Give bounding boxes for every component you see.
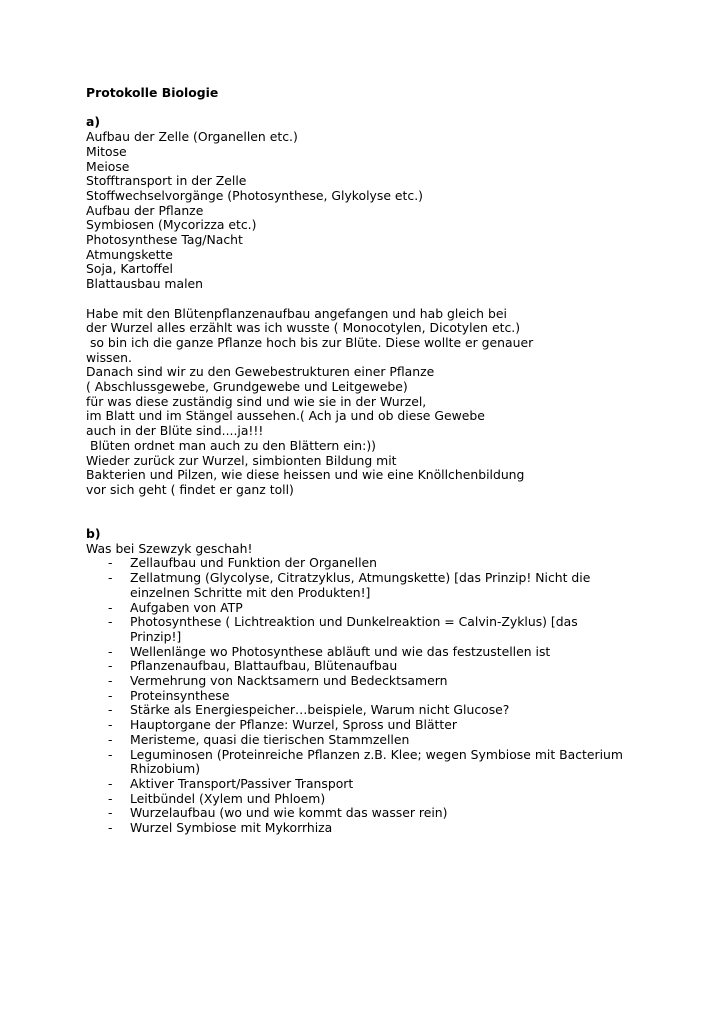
- bullet-dash: -: [108, 570, 113, 586]
- list-item-text: Aufgaben von ATP: [130, 599, 243, 615]
- narrative-line: der Wurzel alles erzählt was ich wusste ( Monocotylen, Dicotylen etc.): [86, 320, 521, 336]
- bullet-dash: -: [108, 614, 113, 630]
- list-item-text: Stärke als Energiespeicher…beispiele, Warum nicht Glucose?: [130, 702, 510, 718]
- list-item: [86, 659, 630, 674]
- list-item-text: Wellenlänge wo Photosynthese abläuft und wie das festzustellen ist: [130, 643, 551, 659]
- list-item: [86, 571, 630, 600]
- section-b-list: [86, 556, 686, 835]
- list-item-text: Leitbündel (Xylem und Phloem): [130, 790, 326, 806]
- narrative-line: wissen.: [86, 349, 132, 365]
- topic-line: Blattausbau malen: [86, 276, 203, 292]
- list-item: [86, 718, 630, 733]
- list-item-text: Vermehrung von Nacktsamern und Bedecktsamern: [130, 673, 448, 689]
- narrative-line: Blüten ordnet man auch zu den Blättern ein:)): [86, 437, 376, 453]
- bullet-dash: -: [108, 643, 113, 659]
- list-item: [86, 806, 630, 821]
- topic-line: Aufbau der Pflanze: [86, 202, 204, 218]
- topic-line: Soja, Kartoffel: [86, 261, 173, 277]
- list-item: [86, 703, 630, 718]
- list-item: [86, 645, 630, 660]
- list-item: [86, 674, 630, 689]
- bullet-dash: -: [108, 673, 113, 689]
- list-item: [86, 733, 630, 748]
- topic-line: Symbiosen (Mycorizza etc.): [86, 217, 257, 233]
- topic-line: Photosynthese Tag/Nacht: [86, 232, 243, 248]
- bullet-dash: -: [108, 599, 113, 615]
- bullet-dash: -: [108, 731, 113, 747]
- list-item: [86, 748, 630, 777]
- list-item-text: Meristeme, quasi die tierischen Stammzellen: [130, 731, 410, 747]
- bullet-dash: -: [108, 658, 113, 674]
- list-item-text: Wurzel Symbiose mit Mykorrhiza: [130, 820, 333, 836]
- topic-line: Atmungskette: [86, 246, 173, 262]
- list-item: [86, 615, 630, 644]
- topic-line: Mitose: [86, 143, 127, 159]
- topic-line: Aufbau der Zelle (Organellen etc.): [86, 129, 298, 145]
- topic-line: Stofftransport in der Zelle: [86, 173, 247, 189]
- list-item-text: Leguminosen (Proteinreiche Pflanzen z.B. Klee; wegen Symbiose mit Bacterium Rhizobium): [130, 746, 623, 777]
- narrative-line: im Blatt und im Stängel aussehen.( Ach ja und ob diese Gewebe: [86, 408, 485, 424]
- section-a-narrative: [86, 307, 686, 498]
- narrative-line: Danach sind wir zu den Gewebestrukturen einer Pflanze: [86, 364, 435, 380]
- list-item: [86, 601, 630, 616]
- topic-line: Stoffwechselvorgänge (Photosynthese, Glykolyse etc.): [86, 187, 423, 203]
- spacer: [86, 512, 686, 527]
- bullet-dash: -: [108, 687, 113, 703]
- bullet-dash: -: [108, 702, 113, 718]
- narrative-line: Wieder zurück zur Wurzel, simbionten Bildung mit: [86, 452, 397, 468]
- narrative-line: Habe mit den Blütenpflanzenaufbau angefangen und hab gleich bei: [86, 305, 507, 321]
- topic-line: Meiose: [86, 158, 130, 174]
- list-item-text: Pflanzenaufbau, Blattaufbau, Blütenaufbau: [130, 658, 398, 674]
- document-page: [86, 86, 686, 836]
- list-item-text: Aktiver Transport/Passiver Transport: [130, 775, 354, 791]
- list-item-text: Zellaufbau und Funktion der Organellen: [130, 555, 378, 571]
- narrative-line: so bin ich die ganze Pflanze hoch bis zur Blüte. Diese wollte er genauer: [86, 334, 534, 350]
- spacer: [86, 292, 686, 307]
- spacer: [86, 498, 686, 513]
- list-item-text: Zellatmung (Glycolyse, Citratzyklus, Atmungskette) [das Prinzip! Nicht die einzelnen Schritte mit den Produkten!]: [130, 570, 591, 600]
- list-item-text: Photosynthese ( Lichtreaktion und Dunkelreaktion = Calvin-Zyklus) [das Prinzip!]: [130, 614, 578, 644]
- section-b-intro: Was bei Szewzyk geschah!: [86, 540, 253, 556]
- bullet-dash: -: [108, 555, 113, 571]
- spacer: [86, 101, 686, 116]
- list-item: [86, 821, 630, 836]
- narrative-line: Bakterien und Pilzen, wie diese heissen und wie eine Knöllchenbildung: [86, 467, 525, 483]
- list-item: [86, 556, 630, 571]
- list-item: [86, 777, 630, 792]
- narrative-line: auch in der Blüte sind....ja!!!: [86, 423, 264, 439]
- bullet-dash: -: [108, 790, 113, 806]
- list-item-text: Hauptorgane der Pflanze: Wurzel, Spross und Blätter: [130, 717, 457, 733]
- narrative-line: vor sich geht ( findet er ganz toll): [86, 481, 294, 497]
- section-b-heading: b): [86, 526, 101, 542]
- bullet-dash: -: [108, 805, 113, 821]
- bullet-dash: -: [108, 717, 113, 733]
- bullet-dash: -: [108, 820, 113, 836]
- document-title: Protokolle Biologie: [86, 85, 219, 100]
- list-item-text: Proteinsynthese: [130, 687, 230, 703]
- list-item-text: Wurzelaufbau (wo und wie kommt das wasser rein): [130, 805, 448, 821]
- section-a-topic-list: [86, 130, 686, 292]
- bullet-dash: -: [108, 775, 113, 791]
- list-item: [86, 792, 630, 807]
- list-item: [86, 689, 630, 704]
- bullet-dash: -: [108, 746, 113, 762]
- section-a-heading: a): [86, 114, 101, 130]
- narrative-line: ( Abschlussgewebe, Grundgewebe und Leitgewebe): [86, 379, 408, 395]
- narrative-line: für was diese zuständig sind und wie sie in der Wurzel,: [86, 393, 427, 409]
